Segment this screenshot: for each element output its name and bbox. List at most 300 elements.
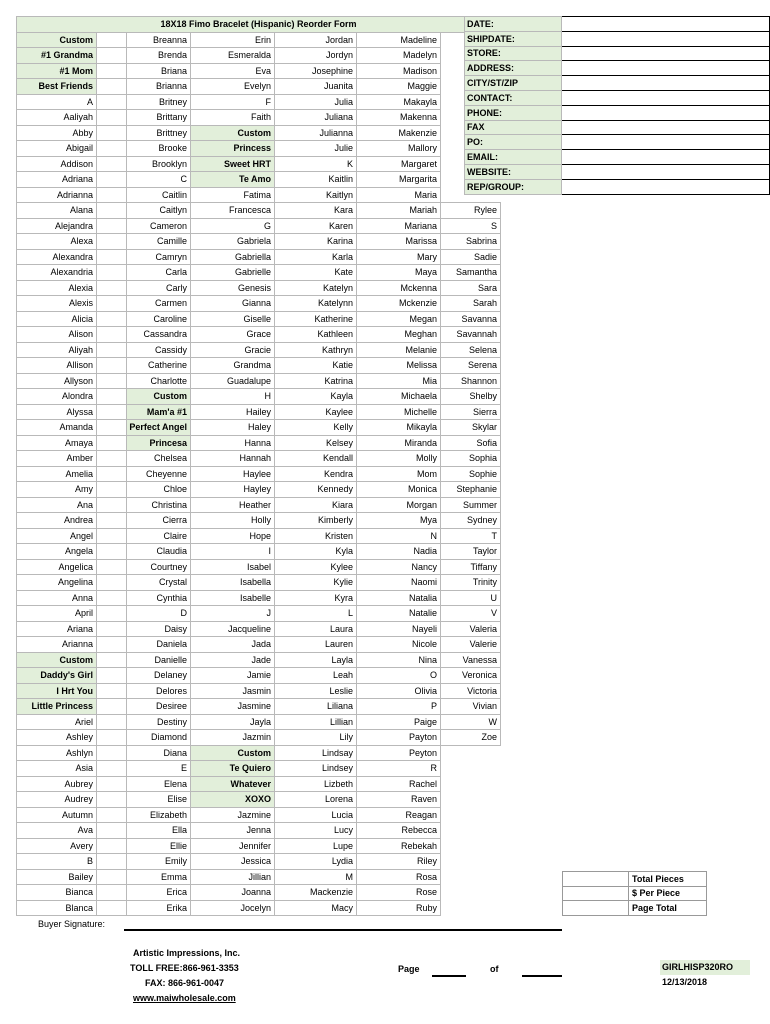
- info-row: [465, 164, 770, 179]
- totals-entry-field[interactable]: [563, 901, 629, 916]
- table-row: [17, 234, 501, 250]
- company-website-link[interactable]: www.maiwholesale.com: [133, 993, 236, 1003]
- name-cell: Claudia: [127, 544, 191, 560]
- name-cell: Kyra: [275, 590, 357, 606]
- name-cell: Lupe: [275, 838, 357, 854]
- name-cell: Layla: [275, 652, 357, 668]
- name-cell: Alison: [17, 327, 97, 343]
- info-value-field[interactable]: [561, 105, 769, 120]
- empty-cell: [97, 776, 127, 792]
- name-cell: Little Princess: [17, 699, 97, 715]
- name-cell: Payton: [357, 730, 441, 746]
- empty-cell: [97, 466, 127, 482]
- name-cell: S: [441, 218, 501, 234]
- info-row: [465, 17, 770, 32]
- name-cell: V: [441, 606, 501, 622]
- name-cell: Haylee: [191, 466, 275, 482]
- name-cell: Joanna: [191, 885, 275, 901]
- name-cell: Aliyah: [17, 342, 97, 358]
- name-cell: Sweet HRT: [191, 156, 275, 172]
- name-cell: Ariana: [17, 621, 97, 637]
- name-cell: Juliana: [275, 110, 357, 126]
- empty-cell: [441, 869, 501, 885]
- name-cell: Valeria: [441, 621, 501, 637]
- name-cell: Maggie: [357, 79, 441, 95]
- name-cell: Avery: [17, 838, 97, 854]
- name-cell: K: [275, 156, 357, 172]
- info-value-field[interactable]: [561, 179, 769, 194]
- name-cell: Diana: [127, 745, 191, 761]
- info-label: FAX: [465, 120, 562, 135]
- name-cell: Destiny: [127, 714, 191, 730]
- name-cell: Jocelyn: [191, 900, 275, 916]
- empty-cell: [441, 792, 501, 808]
- info-value-field[interactable]: [561, 61, 769, 76]
- name-cell: Margaret: [357, 156, 441, 172]
- empty-cell: [97, 110, 127, 126]
- of-label: of: [490, 964, 499, 974]
- name-cell: Gabriella: [191, 249, 275, 265]
- name-cell: Makenna: [357, 110, 441, 126]
- name-cell: Delores: [127, 683, 191, 699]
- table-row: [17, 559, 501, 575]
- table-row: [17, 265, 501, 281]
- table-row: [17, 466, 501, 482]
- name-cell: E: [127, 761, 191, 777]
- info-value-field[interactable]: [561, 31, 769, 46]
- name-cell: Cameron: [127, 218, 191, 234]
- name-cell: Blanca: [17, 900, 97, 916]
- name-cell: Chelsea: [127, 451, 191, 467]
- name-cell: Julianna: [275, 125, 357, 141]
- name-cell: Monica: [357, 482, 441, 498]
- name-cell: Kara: [275, 203, 357, 219]
- info-value-field[interactable]: [561, 46, 769, 61]
- name-cell: Francesca: [191, 203, 275, 219]
- table-row: [17, 125, 501, 141]
- empty-cell: [97, 482, 127, 498]
- empty-cell: [441, 761, 501, 777]
- name-cell: Catherine: [127, 358, 191, 374]
- name-cell: Macy: [275, 900, 357, 916]
- name-cell: Eva: [191, 63, 275, 79]
- empty-cell: [97, 389, 127, 405]
- name-cell: Kendra: [275, 466, 357, 482]
- name-cell: Mckenna: [357, 280, 441, 296]
- page-number-line[interactable]: [432, 975, 466, 977]
- name-cell: Ariel: [17, 714, 97, 730]
- name-cell: Custom: [127, 389, 191, 405]
- table-row: [17, 575, 501, 591]
- info-value-field[interactable]: [561, 135, 769, 150]
- name-cell: Alexandra: [17, 249, 97, 265]
- name-cell: Holly: [191, 513, 275, 529]
- name-cell: Karina: [275, 234, 357, 250]
- title-row: [17, 17, 501, 33]
- buyer-signature-line[interactable]: [124, 929, 562, 931]
- name-cell: Amaya: [17, 435, 97, 451]
- name-cell: Sadie: [441, 249, 501, 265]
- name-cell: Leah: [275, 668, 357, 684]
- name-cell: Erin: [191, 32, 275, 48]
- table-row: [17, 94, 501, 110]
- table-row: [17, 172, 501, 188]
- name-cell: Best Friends: [17, 79, 97, 95]
- table-row: [17, 761, 501, 777]
- table-row: [17, 451, 501, 467]
- name-cell: Custom: [191, 125, 275, 141]
- empty-cell: [97, 249, 127, 265]
- name-cell: Kayla: [275, 389, 357, 405]
- name-cell: Mallory: [357, 141, 441, 157]
- name-cell: Elena: [127, 776, 191, 792]
- name-cell: Amber: [17, 451, 97, 467]
- empty-cell: [97, 668, 127, 684]
- info-label: CITY/ST/ZIP: [465, 76, 562, 91]
- empty-cell: [97, 745, 127, 761]
- empty-cell: [97, 683, 127, 699]
- empty-cell: [97, 761, 127, 777]
- name-cell: Desiree: [127, 699, 191, 715]
- name-cell: Jasmin: [191, 683, 275, 699]
- name-cell: Asia: [17, 761, 97, 777]
- name-cell: Kaitlyn: [275, 187, 357, 203]
- name-cell: Gianna: [191, 296, 275, 312]
- name-cell: Skylar: [441, 420, 501, 436]
- buyer-signature-label: Buyer Signature:: [38, 919, 106, 929]
- name-cell: Diamond: [127, 730, 191, 746]
- name-cell: Kelly: [275, 420, 357, 436]
- name-cell: Mariana: [357, 218, 441, 234]
- info-row: [465, 31, 770, 46]
- name-cell: Lorena: [275, 792, 357, 808]
- name-cell: Laura: [275, 621, 357, 637]
- name-cell: Charlotte: [127, 373, 191, 389]
- name-cell: Esmeralda: [191, 48, 275, 64]
- name-cell: Perfect Angel: [127, 420, 191, 436]
- name-cell: Chloe: [127, 482, 191, 498]
- name-cell: Bailey: [17, 869, 97, 885]
- name-cell: Danielle: [127, 652, 191, 668]
- name-cell: Madison: [357, 63, 441, 79]
- name-cell: Leslie: [275, 683, 357, 699]
- name-cell: Haley: [191, 420, 275, 436]
- name-cell: Serena: [441, 358, 501, 374]
- name-cell: B: [17, 854, 97, 870]
- table-row: [17, 683, 501, 699]
- table-row: [17, 606, 501, 622]
- page-total-line[interactable]: [522, 975, 562, 977]
- name-cell: Grandma: [191, 358, 275, 374]
- order-info-table: [464, 16, 770, 195]
- name-cell: Mom: [357, 466, 441, 482]
- info-row: [465, 150, 770, 165]
- name-cell: Mam'a #1: [127, 404, 191, 420]
- info-row: [465, 105, 770, 120]
- name-cell: G: [191, 218, 275, 234]
- name-cell: Natalia: [357, 590, 441, 606]
- name-cell: Hope: [191, 528, 275, 544]
- name-cell: Princess: [191, 141, 275, 157]
- name-cell: Sophia: [441, 451, 501, 467]
- empty-cell: [97, 451, 127, 467]
- name-cell: Carly: [127, 280, 191, 296]
- table-row: [17, 296, 501, 312]
- empty-cell: [441, 885, 501, 901]
- empty-cell: [97, 497, 127, 513]
- name-cell: Sydney: [441, 513, 501, 529]
- name-cell: Raven: [357, 792, 441, 808]
- empty-cell: [97, 559, 127, 575]
- name-cell: Jazmin: [191, 730, 275, 746]
- name-cell: Angelina: [17, 575, 97, 591]
- table-row: [17, 203, 501, 219]
- name-cell: Kylie: [275, 575, 357, 591]
- name-cell: Sofia: [441, 435, 501, 451]
- info-value-field[interactable]: [561, 17, 769, 32]
- name-cell: Ellie: [127, 838, 191, 854]
- table-row: [17, 730, 501, 746]
- name-cell: Isabelle: [191, 590, 275, 606]
- page-label: Page: [398, 964, 420, 974]
- name-cell: Mackenzie: [275, 885, 357, 901]
- name-cell: Lizbeth: [275, 776, 357, 792]
- empty-cell: [97, 187, 127, 203]
- empty-cell: [441, 745, 501, 761]
- name-cell: Tiffany: [441, 559, 501, 575]
- table-row: [17, 668, 501, 684]
- name-cell: Ella: [127, 823, 191, 839]
- name-cell: Giselle: [191, 311, 275, 327]
- info-label: REP/GROUP:: [465, 179, 562, 194]
- name-cell: Custom: [191, 745, 275, 761]
- name-cell: Aaliyah: [17, 110, 97, 126]
- totals-row: [563, 901, 707, 916]
- name-cell: Kendall: [275, 451, 357, 467]
- name-cell: Makayla: [357, 94, 441, 110]
- name-cell: Lillian: [275, 714, 357, 730]
- info-row: [465, 135, 770, 150]
- name-cell: Jade: [191, 652, 275, 668]
- table-row: [17, 590, 501, 606]
- name-cell: Amelia: [17, 466, 97, 482]
- totals-entry-field[interactable]: [563, 886, 629, 901]
- name-cell: W: [441, 714, 501, 730]
- name-cell: Mariah: [357, 203, 441, 219]
- name-cell: Brooklyn: [127, 156, 191, 172]
- totals-table: [562, 871, 707, 916]
- name-cell: Adrianna: [17, 187, 97, 203]
- name-cell: Alondra: [17, 389, 97, 405]
- name-cell: Allyson: [17, 373, 97, 389]
- totals-entry-field[interactable]: [563, 872, 629, 887]
- empty-cell: [441, 823, 501, 839]
- name-cell: Adriana: [17, 172, 97, 188]
- empty-cell: [97, 590, 127, 606]
- name-cell: Ashley: [17, 730, 97, 746]
- empty-cell: [97, 373, 127, 389]
- name-cell: Vanessa: [441, 652, 501, 668]
- empty-cell: [97, 652, 127, 668]
- name-cell: A: [17, 94, 97, 110]
- name-cell: Christina: [127, 497, 191, 513]
- name-cell: Emma: [127, 869, 191, 885]
- name-cell: Kaylee: [275, 404, 357, 420]
- name-cell: Princesa: [127, 435, 191, 451]
- name-cell: Gabrielle: [191, 265, 275, 281]
- name-cell: Kimberly: [275, 513, 357, 529]
- name-cell: Ruby: [357, 900, 441, 916]
- name-cell: Nina: [357, 652, 441, 668]
- info-value-field[interactable]: [561, 164, 769, 179]
- info-value-field[interactable]: [561, 120, 769, 135]
- name-cell: Amanda: [17, 420, 97, 436]
- empty-cell: [97, 172, 127, 188]
- name-cell: Michelle: [357, 404, 441, 420]
- empty-cell: [97, 528, 127, 544]
- empty-cell: [97, 699, 127, 715]
- name-cell: Caitlyn: [127, 203, 191, 219]
- name-cell: C: [127, 172, 191, 188]
- empty-cell: [97, 63, 127, 79]
- name-grid: [16, 16, 501, 916]
- table-row: [17, 63, 501, 79]
- name-cell: Hannah: [191, 451, 275, 467]
- name-cell: Marissa: [357, 234, 441, 250]
- name-cell: Katrina: [275, 373, 357, 389]
- empty-cell: [97, 94, 127, 110]
- empty-cell: [97, 544, 127, 560]
- info-label: CONTACT:: [465, 90, 562, 105]
- info-value-field[interactable]: [561, 150, 769, 165]
- name-cell: Peyton: [357, 745, 441, 761]
- name-cell: Allison: [17, 358, 97, 374]
- name-cell: Alexandria: [17, 265, 97, 281]
- company-toll-free: TOLL FREE:866-961-3353: [130, 963, 239, 973]
- name-cell: Alyssa: [17, 404, 97, 420]
- table-row: [17, 311, 501, 327]
- name-cell: Erica: [127, 885, 191, 901]
- empty-cell: [97, 792, 127, 808]
- name-cell: Arianna: [17, 637, 97, 653]
- table-row: [17, 482, 501, 498]
- table-row: [17, 745, 501, 761]
- name-cell: Natalie: [357, 606, 441, 622]
- name-cell: Evelyn: [191, 79, 275, 95]
- name-cell: Kyla: [275, 544, 357, 560]
- name-cell: Kennedy: [275, 482, 357, 498]
- name-cell: Jada: [191, 637, 275, 653]
- name-cell: Autumn: [17, 807, 97, 823]
- name-cell: M: [275, 869, 357, 885]
- name-cell: Megan: [357, 311, 441, 327]
- name-cell: Madeline: [357, 32, 441, 48]
- info-value-field[interactable]: [561, 76, 769, 91]
- name-cell: Carmen: [127, 296, 191, 312]
- info-row: [465, 179, 770, 194]
- table-row: [17, 32, 501, 48]
- empty-cell: [97, 234, 127, 250]
- name-cell: Nancy: [357, 559, 441, 575]
- name-cell: Trinity: [441, 575, 501, 591]
- name-cell: Samantha: [441, 265, 501, 281]
- empty-cell: [97, 420, 127, 436]
- name-cell: Lucy: [275, 823, 357, 839]
- empty-cell: [441, 900, 501, 916]
- empty-cell: [97, 885, 127, 901]
- name-cell: Angelica: [17, 559, 97, 575]
- name-cell: Juanita: [275, 79, 357, 95]
- name-cell: Emily: [127, 854, 191, 870]
- info-label: STORE:: [465, 46, 562, 61]
- empty-cell: [97, 125, 127, 141]
- name-cell: I: [191, 544, 275, 560]
- name-cell: Jessica: [191, 854, 275, 870]
- company-fax: FAX: 866-961-0047: [145, 978, 225, 988]
- table-row: [17, 699, 501, 715]
- name-cell: Katelynn: [275, 296, 357, 312]
- name-cell: Julia: [275, 94, 357, 110]
- info-label: PO:: [465, 135, 562, 150]
- name-cell: Lily: [275, 730, 357, 746]
- empty-cell: [97, 296, 127, 312]
- name-cell: Mikayla: [357, 420, 441, 436]
- name-cell: Jasmine: [191, 699, 275, 715]
- info-value-field[interactable]: [561, 90, 769, 105]
- table-row: [17, 838, 501, 854]
- name-cell: #1 Mom: [17, 63, 97, 79]
- empty-cell: [97, 327, 127, 343]
- name-cell: Shannon: [441, 373, 501, 389]
- name-cell: Victoria: [441, 683, 501, 699]
- name-cell: Jacqueline: [191, 621, 275, 637]
- name-cell: Veronica: [441, 668, 501, 684]
- name-cell: Sophie: [441, 466, 501, 482]
- empty-cell: [97, 730, 127, 746]
- name-cell: Alexa: [17, 234, 97, 250]
- table-row: [17, 823, 501, 839]
- empty-cell: [441, 807, 501, 823]
- name-cell: Isabel: [191, 559, 275, 575]
- name-cell: Carla: [127, 265, 191, 281]
- name-cell: Cynthia: [127, 590, 191, 606]
- name-cell: Maya: [357, 265, 441, 281]
- empty-cell: [441, 776, 501, 792]
- name-cell: Molly: [357, 451, 441, 467]
- table-row: [17, 807, 501, 823]
- name-cell: Maria: [357, 187, 441, 203]
- name-cell: Jayla: [191, 714, 275, 730]
- name-cell: Kate: [275, 265, 357, 281]
- totals-row: [563, 872, 707, 887]
- name-cell: Lucia: [275, 807, 357, 823]
- name-cell: Gabriela: [191, 234, 275, 250]
- name-cell: Miranda: [357, 435, 441, 451]
- name-cell: Madelyn: [357, 48, 441, 64]
- empty-cell: [441, 838, 501, 854]
- totals-label: Total Pieces: [629, 872, 707, 887]
- name-cell: Rebecca: [357, 823, 441, 839]
- name-cell: Summer: [441, 497, 501, 513]
- empty-cell: [97, 606, 127, 622]
- name-cell: Alejandra: [17, 218, 97, 234]
- table-row: [17, 420, 501, 436]
- table-row: [17, 327, 501, 343]
- name-cell: Brenda: [127, 48, 191, 64]
- empty-cell: [97, 854, 127, 870]
- company-name: Artistic Impressions, Inc.: [133, 948, 241, 958]
- table-row: [17, 792, 501, 808]
